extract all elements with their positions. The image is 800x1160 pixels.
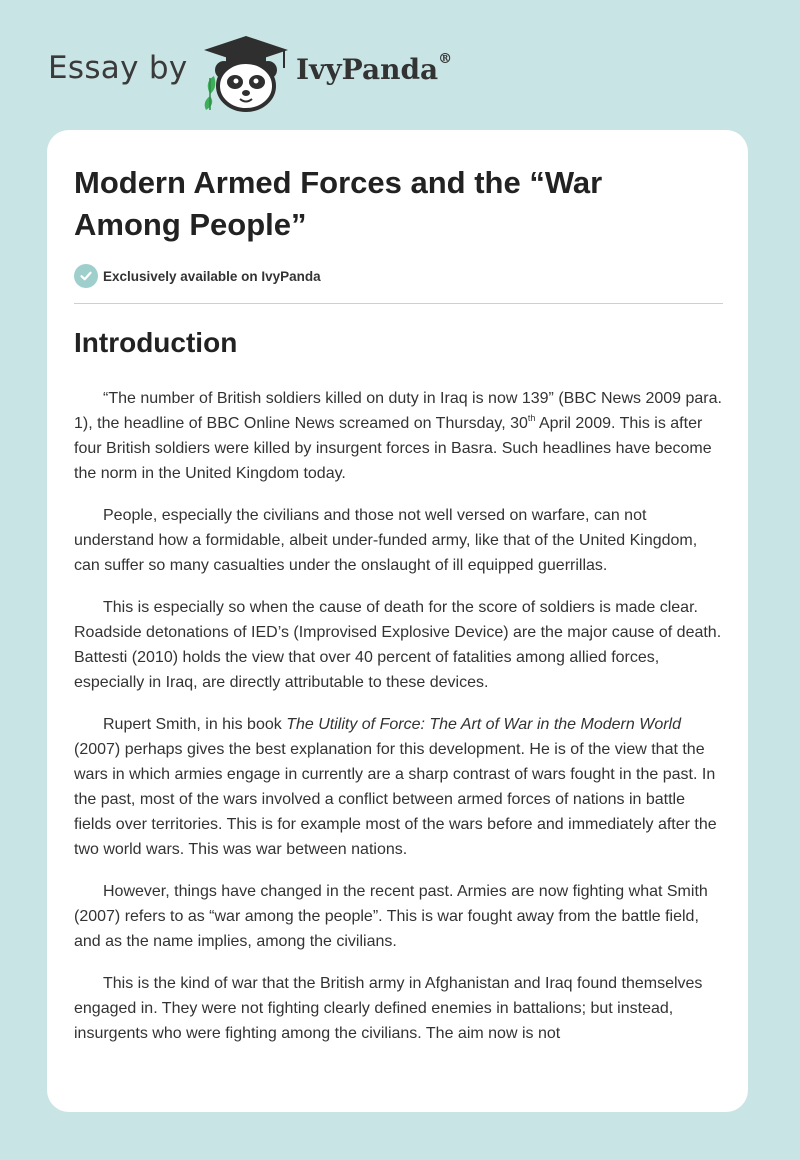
paragraph-2: People, especially the civilians and those not well versed on warfare, can not understand how a formidable, albeit under-funded army, like that of the United Kingdom, can suffer so many casualties under the onslaught of ill equipped guerrillas. <box>74 507 698 574</box>
brand-name: IvyPanda <box>296 53 439 86</box>
paragraph-5: However, things have changed in the recent past. Armies are now fighting what Smith (2007) refers to as “war among the people”. This is war fought away from the battle field, and as the name implies, among the civilians. <box>74 883 708 950</box>
paragraph-4 <box>74 712 723 862</box>
paragraph-1-text: “The number of British soldiers killed on duty in Iraq is now 139” (BBC News 2009 para. 1), the headline of BBC Online News screamed on Thursday, 30 <box>74 390 722 432</box>
site-header <box>0 0 800 130</box>
divider <box>74 303 723 304</box>
paragraph-1 <box>74 386 723 486</box>
check-circle-icon <box>74 264 98 288</box>
panda-graduate-icon[interactable] <box>200 34 292 112</box>
paragraph-4-text: Rupert Smith, in his book <box>103 716 287 733</box>
essay-by-label: Essay by <box>48 50 188 86</box>
paragraph-6: This is the kind of war that the British army in Afghanistan and Iraq found themselves engaged in. They were not fighting clearly defined enemies in battalions; but instead, insurgents who were fighting among the civilians. The aim now is not <box>74 975 703 1042</box>
essay-card <box>47 130 748 1112</box>
paragraph-4-text-end: (2007) perhaps gives the best explanation for this development. He is of the view that the wars in which armies engage in currently are a sharp contrast of wars fought in the past. In the past, most of the wars involved a conflict between armed forces of nations in battle fields over territories. This is for example most of the wars before and immediately after the two world wars. This was war between nations. <box>74 741 717 858</box>
registered-mark: ® <box>438 51 453 67</box>
paragraph-3: This is especially so when the cause of death for the score of soldiers is made clear. Roadside detonations of IED’s (Improvised Explosive Device) are the major cause of death. Battesti (2010) holds the view that over 40 percent of fatalities among allied forces, especially in Iraq, are directly attributable to these devices. <box>74 599 722 691</box>
brand-logo-text[interactable] <box>296 53 452 86</box>
book-title: The Utility of Force: The Art of War in the Modern World <box>286 716 681 733</box>
ordinal-suffix: th <box>527 412 536 423</box>
section-heading: Introduction <box>74 327 238 358</box>
exclusive-badge-text: Exclusively available on IvyPanda <box>103 268 321 284</box>
essay-body <box>74 386 723 1063</box>
essay-title: Modern Armed Forces and the “War Among People” <box>74 165 603 242</box>
exclusive-badge <box>74 264 321 288</box>
paragraph-1-text-end: April 2009. This is after four British soldiers were killed by insurgent forces in Basra. Such headlines have become the norm in the United Kingdom today. <box>74 415 712 482</box>
